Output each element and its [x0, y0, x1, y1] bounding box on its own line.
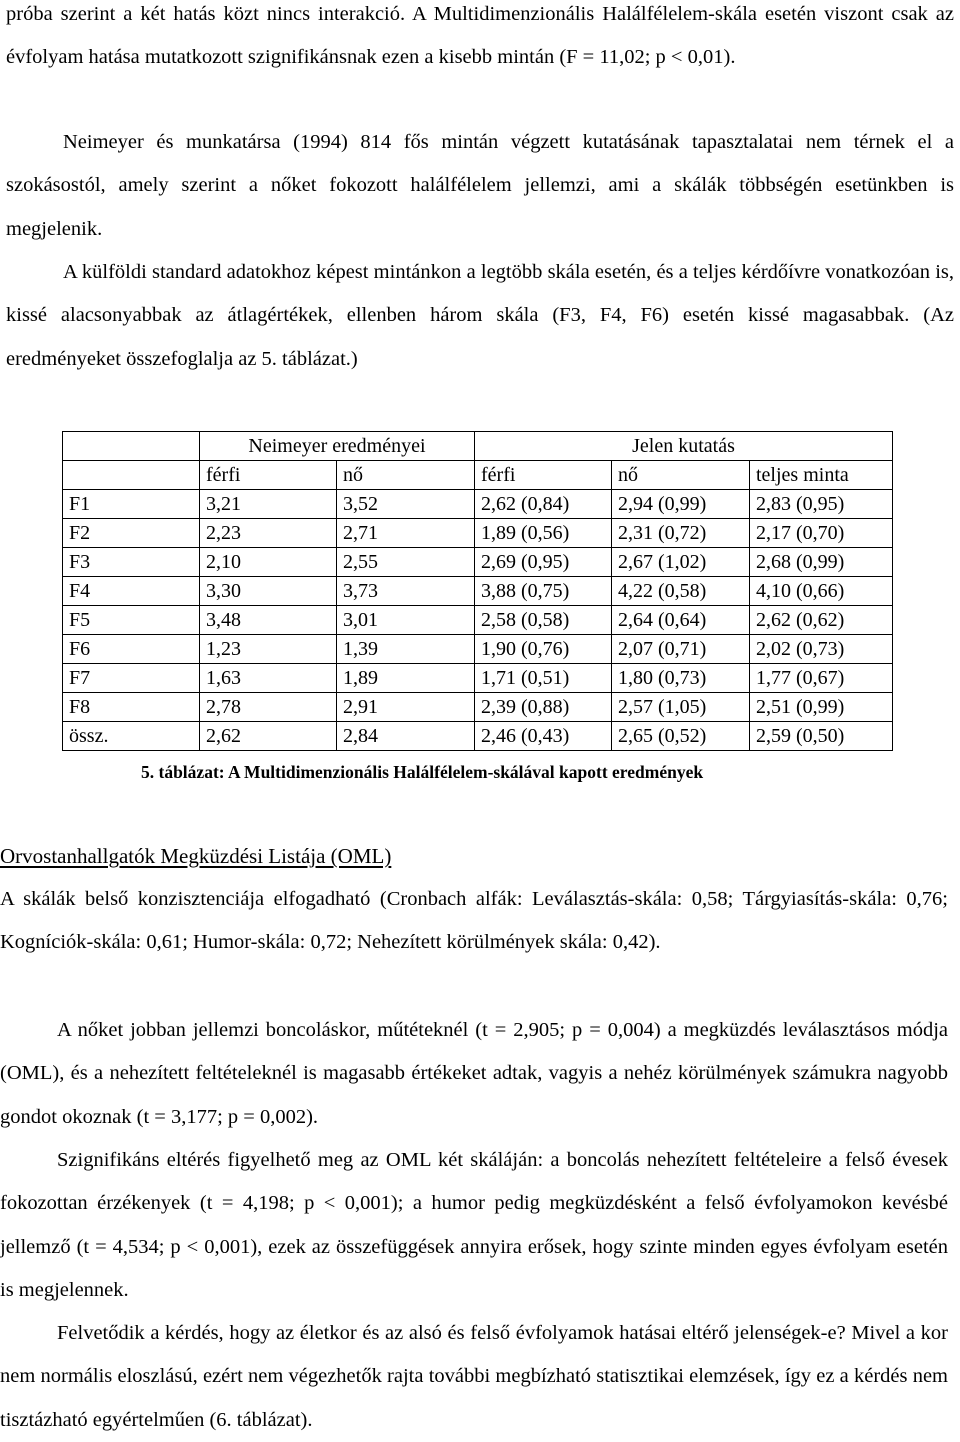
section-heading-oml: Orvostanhallgatók Megküzdési Listája (OML)	[0, 844, 392, 868]
table-cell: 2,68 (0,99)	[750, 548, 893, 577]
table-subheader-cell: férfi	[200, 461, 337, 490]
table-cell: 2,83 (0,95)	[750, 490, 893, 519]
table-cell: 2,84	[337, 722, 475, 751]
table-cell: 3,52	[337, 490, 475, 519]
table-row	[63, 635, 893, 664]
table-cell: 3,88 (0,75)	[475, 577, 612, 606]
table-row	[63, 606, 893, 635]
table-row-label: össz.	[63, 722, 200, 751]
results-table	[62, 431, 893, 751]
table-row-label: F3	[63, 548, 200, 577]
table-cell: 2,31 (0,72)	[612, 519, 750, 548]
table-cell: 3,21	[200, 490, 337, 519]
paragraph-neimeyer: Neimeyer és munkatársa (1994) 814 fős mintán végzett kutatásának tapasztalatai nem térnek el a szokásostól, amely szerint a nőket fokozott halálfélelem jellemzi, ami a skálák többségén esetünkben is megjelenik.	[6, 131, 954, 240]
table-row-label: F6	[63, 635, 200, 664]
table-cell: 2,71	[337, 519, 475, 548]
table-cell: 2,91	[337, 693, 475, 722]
table-row-label: F8	[63, 693, 200, 722]
table-row	[63, 548, 893, 577]
paragraph-interaction-result: próba szerint a két hatás közt nincs interakció. A Multidimenzionális Halálfélelem-skála esetén viszont csak az évfolyam hatása mutatkozott szignifikánsnak ezen a kisebb mintán (F = 11,02; p < 0,01).	[6, 3, 954, 69]
table-cell: 2,62 (0,84)	[475, 490, 612, 519]
table-cell: 2,51 (0,99)	[750, 693, 893, 722]
table-header-neimeyer: Neimeyer eredményei	[200, 432, 475, 461]
table-cell: 1,71 (0,51)	[475, 664, 612, 693]
table-row	[63, 490, 893, 519]
table-cell: 2,64 (0,64)	[612, 606, 750, 635]
table-cell: 2,62	[200, 722, 337, 751]
table-cell: 2,23	[200, 519, 337, 548]
table-cell: 2,65 (0,52)	[612, 722, 750, 751]
paragraph-oml-significant: Szignifikáns eltérés figyelhető meg az OML két skáláján: a boncolás nehezített feltételeire a felső évesek fokozottan érzékenyek (t = 4,198; p < 0,001); a humor pedig megküzdésként a felső évfolyamokon kevésbé jellemző (t = 4,534; p < 0,001), ezek az összefüggések annyira erősek, hogy szinte minden egyes évfolyam esetén is megjelennek.	[0, 1149, 948, 1302]
paragraph-oml-consistency: A skálák belső konzisztenciája elfogadható (Cronbach alfák: Leválasztás-skála: 0,58; Tárgyiasítás-skála: 0,76; Kogníciók-skála: 0,61; Humor-skála: 0,72; Nehezített körülmények skála: 0,42).	[0, 888, 948, 954]
table-cell: 2,67 (1,02)	[612, 548, 750, 577]
table-cell: 2,94 (0,99)	[612, 490, 750, 519]
table-cell: 3,30	[200, 577, 337, 606]
table-row-label: F1	[63, 490, 200, 519]
table-row	[63, 577, 893, 606]
table-row	[63, 693, 893, 722]
table-cell: 4,10 (0,66)	[750, 577, 893, 606]
table-subheader-empty	[63, 461, 200, 490]
paragraph-oml-women: A nőket jobban jellemzi boncoláskor, műtéteknél (t = 2,905; p = 0,004) a megküzdés leválasztásos módja (OML), és a nehezített feltételeknél is magasabb értékeket adtak, vagyis a nehéz körülmények számukra nagyobb gondot okoznak (t = 3,177; p = 0,002).	[0, 1019, 948, 1128]
table-row-label: F2	[63, 519, 200, 548]
table-subheader-cell: nő	[612, 461, 750, 490]
table-row-label: F7	[63, 664, 200, 693]
paragraph-oml-question: Felvetődik a kérdés, hogy az életkor és az alsó és felső évfolyamok hatásai eltérő jelenségek-e? Mivel a kor nem normális eloszlású, ezért nem végezhetők rajta további megbízható statisztikai elemzések, így ez a kérdés nem tisztázható egyértelműen (6. táblázat).	[0, 1322, 948, 1431]
table-row-label: F5	[63, 606, 200, 635]
table-cell: 2,57 (1,05)	[612, 693, 750, 722]
table-cell: 1,63	[200, 664, 337, 693]
table-cell: 2,39 (0,88)	[475, 693, 612, 722]
table-cell: 2,17 (0,70)	[750, 519, 893, 548]
table-cell: 1,39	[337, 635, 475, 664]
table-row	[63, 664, 893, 693]
table-cell: 3,73	[337, 577, 475, 606]
table-sub-header-row	[63, 461, 893, 490]
table-cell: 1,89 (0,56)	[475, 519, 612, 548]
table-cell: 2,69 (0,95)	[475, 548, 612, 577]
table-cell: 1,80 (0,73)	[612, 664, 750, 693]
table-subheader-cell: férfi	[475, 461, 612, 490]
table-cell: 4,22 (0,58)	[612, 577, 750, 606]
table-row	[63, 519, 893, 548]
table-subheader-cell: nő	[337, 461, 475, 490]
table-cell: 2,07 (0,71)	[612, 635, 750, 664]
table-caption: 5. táblázat: A Multidimenzionális Halálfélelem-skálával kapott eredmények	[141, 762, 704, 782]
table-cell: 2,02 (0,73)	[750, 635, 893, 664]
table-cell: 2,78	[200, 693, 337, 722]
table-group-header-row	[63, 432, 893, 461]
table-row	[63, 722, 893, 751]
table-cell: 1,89	[337, 664, 475, 693]
table-row-label: F4	[63, 577, 200, 606]
table-header-jelen: Jelen kutatás	[475, 432, 893, 461]
table-cell: 2,55	[337, 548, 475, 577]
table-cell: 2,46 (0,43)	[475, 722, 612, 751]
table-cell: 2,58 (0,58)	[475, 606, 612, 635]
table-cell: 2,62 (0,62)	[750, 606, 893, 635]
paragraph-foreign-standard: A külföldi standard adatokhoz képest mintánkon a legtöbb skála esetén, és a teljes kérdőívre vonatkozóan is, kissé alacsonyabbak az átlagértékek, ellenben három skála (F3, F4, F6) esetén kissé magasabbak. (Az eredményeket összefoglalja az 5. táblázat.)	[6, 261, 954, 370]
table-cell: 1,90 (0,76)	[475, 635, 612, 664]
table-cell: 2,59 (0,50)	[750, 722, 893, 751]
table-cell: 1,77 (0,67)	[750, 664, 893, 693]
table-cell: 3,48	[200, 606, 337, 635]
table-subheader-cell: teljes minta	[750, 461, 893, 490]
table-header-empty	[63, 432, 200, 461]
table-cell: 1,23	[200, 635, 337, 664]
table-cell: 3,01	[337, 606, 475, 635]
table-cell: 2,10	[200, 548, 337, 577]
